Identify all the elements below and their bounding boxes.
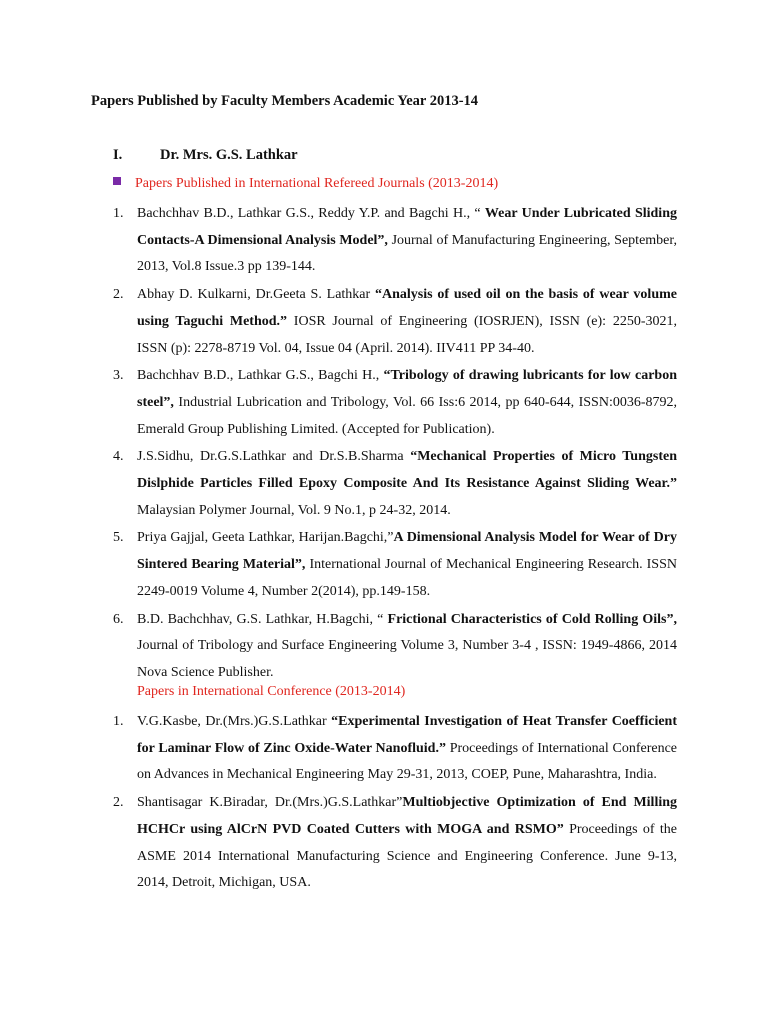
publication-details: International Journal of Mechanical Engineering Research. ISSN 2249-0019 Volume 4, Number 2(2014), pp.149-158.: [137, 557, 677, 599]
journal-paper-item: [113, 282, 677, 362]
journal-paper-item: [113, 444, 677, 524]
journal-paper-item: [113, 525, 677, 605]
item-number: 1.: [113, 206, 124, 221]
authors: Abhay D. Kulkarni, Dr.Geeta S. Lathkar: [137, 287, 375, 303]
publication-details: Journal of Manufacturing Engineering, September, 2013, Vol.8 Issue.3 pp 139-144.: [137, 232, 677, 275]
section-number: I.: [113, 147, 123, 163]
journals-heading-text: Papers Published in International Refereed Journals (2013-2014): [135, 176, 499, 191]
item-number: 1.: [113, 714, 124, 729]
paper-title: “Analysis of used oil on the basis of wear volume using Taguchi Method.”: [137, 287, 677, 329]
authors: Priya Gajjal, Geeta Lathkar, Harijan.Bagchi,”: [137, 530, 394, 546]
authors: Bachchhav B.D., Lathkar G.S., Bagchi H.,: [137, 368, 384, 384]
section-heading: [113, 147, 298, 164]
paper-title: Multiobjective Optimization of End Milling HCHCr using AlCrN PVD Coated Cutters with MOGA and RSMO”: [137, 795, 678, 837]
journal-paper-item: [113, 363, 677, 443]
publication-details: Proceedings of International Conference on Advances in Mechanical Engineering May 29-31, 2013, COEP, Pune, Maharashtra, India.: [137, 740, 677, 783]
paper-title: Frictional Characteristics of Cold Rolling Oils”,: [387, 611, 677, 627]
authors: V.G.Kasbe, Dr.(Mrs.)G.S.Lathkar: [137, 714, 332, 729]
journals-heading: [113, 176, 498, 192]
paper-title: “Tribology of drawing lubricants for low carbon steel”,: [137, 368, 677, 410]
paper-title: Wear Under Lubricated Sliding Contacts-A Dimensional Analysis Model”,: [137, 206, 677, 248]
publication-details: Journal of Tribology and Surface Engineering Volume 3, Number 3-4 , ISSN: 1949-4866, 2014 Nova Science Publisher.: [137, 638, 677, 680]
authors: Shantisagar K.Biradar, Dr.(Mrs.)G.S.Lathkar”: [137, 795, 403, 811]
authors: J.S.Sidhu, Dr.G.S.Lathkar and Dr.S.B.Sharma: [137, 449, 411, 465]
conference-paper-item: [113, 709, 677, 789]
section-name: Dr. Mrs. G.S. Lathkar: [160, 147, 298, 163]
conference-heading: Papers in International Conference (2013-2014): [137, 684, 406, 699]
publication-details: Proceedings of the ASME 2014 International Manufacturing Science and Engineering Conference. June 9-13, 2014, Detroit, Michigan, USA.: [137, 821, 677, 891]
journal-paper-item: [113, 607, 677, 687]
item-number: 3.: [113, 368, 124, 384]
item-number: 4.: [113, 449, 124, 465]
item-number: 2.: [113, 287, 124, 303]
paper-title: “Experimental Investigation of Heat Transfer Coefficient for Laminar Flow of Zinc Oxide-Water Nanofluid.”: [137, 714, 677, 756]
journal-paper-item: [113, 201, 677, 281]
square-bullet-icon: [113, 177, 121, 185]
conference-paper-item: [113, 790, 677, 897]
paper-title: A Dimensional Analysis Model for Wear of Dry Sintered Bearing Material”,: [137, 530, 677, 573]
item-number: 6.: [113, 611, 124, 627]
paper-title: “Mechanical Properties of Micro Tungsten Dislphide Particles Filled Epoxy Composite And Its Resistance Against Sliding Wear.”: [137, 449, 677, 492]
document-title: Papers Published by Faculty Members Academic Year 2013-14: [91, 93, 479, 109]
authors: Bachchhav B.D., Lathkar G.S., Reddy Y.P. and Bagchi H., “: [137, 206, 485, 221]
journal-papers-list: [113, 201, 677, 688]
publication-details: IOSR Journal of Engineering (IOSRJEN), ISSN (e): 2250-3021, ISSN (p): 2278-8719 Vol. 04, Issue 04 (April. 2014). IIV411 PP 34-40.: [137, 313, 677, 356]
publication-details: Industrial Lubrication and Tribology, Vol. 66 Iss:6 2014, pp 640-644, ISSN:0036-8792, Emerald Group Publishing Limited. (Accepted for Publication).: [137, 394, 677, 437]
item-number: 5.: [113, 530, 124, 546]
authors: B.D. Bachchhav, G.S. Lathkar, H.Bagchi, “: [137, 611, 388, 627]
item-number: 2.: [113, 795, 124, 811]
publication-details: Malaysian Polymer Journal, Vol. 9 No.1, p 24-32, 2014.: [137, 502, 451, 518]
conference-papers-list: [113, 709, 677, 898]
